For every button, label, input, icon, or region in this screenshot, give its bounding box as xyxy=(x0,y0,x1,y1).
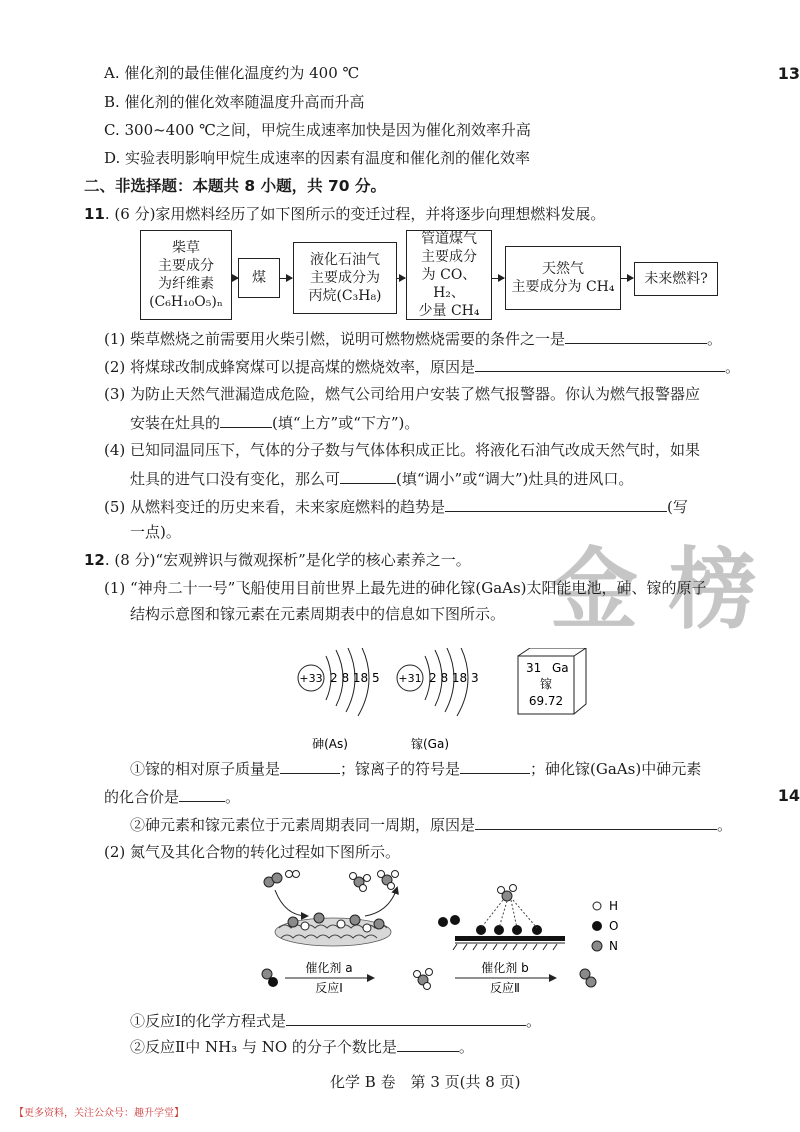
catalyst-a-label: 催化剂 a xyxy=(305,961,353,975)
box4-line: 为 CO、H₂、 xyxy=(421,267,477,301)
flow-arrow xyxy=(397,278,405,279)
box4-line: 管道煤气 xyxy=(421,231,477,247)
q11-p2-text: (2) 将煤球改制成蜂窝煤可以提高煤的燃烧效率，原因是 xyxy=(104,358,476,376)
answer-blank[interactable] xyxy=(286,1010,526,1026)
q11-p3b-pre: 安装在灶具的 xyxy=(130,414,221,432)
nitrogen-conversion-figure xyxy=(255,866,635,1006)
n-legend-swatch xyxy=(592,941,602,951)
q12-s1a-post: ；砷化镓(GaAs)中砷元素 xyxy=(530,760,702,778)
q11-part3b xyxy=(130,412,419,433)
catalyst-b-surface xyxy=(453,885,565,951)
option-c: C. 300~400 ℃之间，甲烷生成速率加快是因为催化剂效率升高 xyxy=(104,121,531,139)
box3-line: 液化石油气 xyxy=(310,252,380,268)
flow-arrow xyxy=(275,890,307,916)
o-legend-swatch xyxy=(592,921,602,931)
cell-name: 镓 xyxy=(539,677,553,691)
q12-r1-pre: ①反应Ⅰ的化学方程式是 xyxy=(130,1012,286,1030)
q11-part5b: 一点)。 xyxy=(130,523,181,541)
q11-p5a-text: (5) 从燃料变迁的历史来看，未来家庭燃料的趋势是 xyxy=(104,498,446,516)
box6-line: 未来燃料? xyxy=(644,271,708,287)
q11-p5a-post: (写 xyxy=(667,498,688,516)
q11-p4b-post: (填“调小”或“调大”)灶具的进风口。 xyxy=(396,470,634,488)
atomic-structure-figure xyxy=(290,648,590,754)
box4-line: 主要成分 xyxy=(421,249,477,265)
flow-box-future xyxy=(634,262,718,296)
ga-nucleus-label: +31 xyxy=(398,672,422,685)
reaction-2-label: 反应Ⅱ xyxy=(490,981,520,995)
section-title: 二、非选择题：本题共 8 小题，共 70 分。 xyxy=(84,177,386,195)
period: 。 xyxy=(225,788,241,806)
as-label: 砷(As) xyxy=(312,737,348,751)
flow-box-natural-gas xyxy=(505,246,621,310)
q12-s1a-mid: ；镓离子的符号是 xyxy=(340,760,461,778)
answer-blank[interactable] xyxy=(340,468,396,484)
q12-s1b-pre: 的化合价是 xyxy=(104,788,180,806)
answer-blank[interactable] xyxy=(445,496,667,512)
arsenic-atom-diagram xyxy=(298,648,380,751)
box1-line: 主要成分 xyxy=(158,258,214,274)
box5-line: 天然气 xyxy=(542,261,584,277)
q12-reaction1 xyxy=(130,1010,541,1031)
period: 。 xyxy=(717,816,733,834)
flow-box-gas xyxy=(406,230,492,320)
bottom-note: 【更多资料，关注公众号：趣升学堂】 xyxy=(14,1108,184,1119)
option-b: B. 催化剂的催化效率随温度升高而升高 xyxy=(104,93,365,111)
q11-p1-text: (1) 柴草燃烧之前需要用火柴引燃，说明可燃物燃烧需要的条件之一是 xyxy=(104,330,566,348)
side-number-13: 13 xyxy=(777,64,800,83)
q12-r2-pre: ②反应Ⅱ中 NH₃ 与 NO 的分子个数比是 xyxy=(130,1038,397,1056)
q12-s1a-pre: ①镓的相对原子质量是 xyxy=(130,760,281,778)
legend-h: H xyxy=(609,899,619,913)
periodic-cell-gallium xyxy=(518,648,586,714)
q11-part3a: (3) 为防止天然气泄漏造成危险，燃气公司给用户安装了燃气报警器。你认为燃气报警器应 xyxy=(104,385,701,403)
q12-stem-text: . (8 分)“宏观辨识与微观探析”是化学的核心素养之一。 xyxy=(104,551,471,569)
flow-box-coal xyxy=(238,258,280,298)
catalyst-b-label: 催化剂 b xyxy=(481,961,529,975)
q11-p4b-pre: 灶具的进气口没有变化，那么可 xyxy=(130,470,341,488)
reaction-1-label: 反应Ⅰ xyxy=(315,981,343,995)
period: 。 xyxy=(725,358,741,376)
box3-line: 主要成分为 xyxy=(310,270,380,286)
answer-blank[interactable] xyxy=(220,412,272,428)
flow-arrow xyxy=(280,278,292,279)
cell-symbol: Ga xyxy=(552,661,569,675)
q11-part2 xyxy=(104,356,740,377)
period: 。 xyxy=(458,1038,474,1056)
q12-part2: (2) 氮气及其化合物的转化过程如下图所示。 xyxy=(104,843,401,861)
catalyst-a-surface xyxy=(275,913,391,946)
answer-blank[interactable] xyxy=(179,786,225,802)
q12-s2-pre: ②砷元素和镓元素位于元素周期表同一周期，原因是 xyxy=(130,816,476,834)
q11-part5a xyxy=(104,496,688,517)
legend-n: N xyxy=(609,939,618,953)
period: 。 xyxy=(707,330,723,348)
as-nucleus-label: +33 xyxy=(299,672,323,685)
period: 。 xyxy=(525,1012,541,1030)
n-atom xyxy=(272,873,282,883)
answer-blank[interactable] xyxy=(460,758,530,774)
q11-stem xyxy=(84,204,605,224)
q12-sub1a xyxy=(130,758,701,779)
h-atom xyxy=(286,871,293,878)
q11-number: 11 xyxy=(84,205,105,223)
q12-sub2 xyxy=(130,814,732,835)
answer-blank[interactable] xyxy=(475,356,725,372)
q12-number: 12 xyxy=(84,551,105,569)
as-shell-electrons: 2 8 18 5 xyxy=(330,671,380,685)
answer-blank[interactable] xyxy=(475,814,717,830)
q11-p3b-post: (填“上方”或“下方”)。 xyxy=(272,414,420,432)
box3-line: 丙烷(C₃H₈) xyxy=(308,288,382,304)
box1-line: (C₆H₁₀O₅)ₙ xyxy=(149,294,223,310)
answer-blank[interactable] xyxy=(280,758,340,774)
q11-part4b xyxy=(130,468,633,489)
legend-o: O xyxy=(609,919,619,933)
box2-line: 煤 xyxy=(252,270,266,286)
q12-reaction2 xyxy=(130,1036,474,1057)
ga-shell-electrons: 2 8 18 3 xyxy=(429,671,479,685)
q11-stem-text: . (6 分)家用燃料经历了如下图所示的变迁过程，并将逐步向理想燃料发展。 xyxy=(104,205,606,223)
h-atom xyxy=(293,871,300,878)
cell-number: 31 xyxy=(526,661,542,675)
flow-arrow xyxy=(621,278,633,279)
box4-line: 少量 CH₄ xyxy=(418,303,480,319)
box5-line: 主要成分为 CH₄ xyxy=(511,279,615,295)
option-d: D. 实验表明影响甲烷生成速率的因素有温度和催化剂的催化效率 xyxy=(104,149,531,167)
cell-mass: 69.72 xyxy=(528,694,564,708)
gallium-atom-diagram xyxy=(397,648,479,751)
answer-blank[interactable] xyxy=(397,1036,459,1052)
box1-line: 柴草 xyxy=(172,240,200,256)
box1-line: 为纤维素 xyxy=(158,276,214,292)
q12-sub1b xyxy=(104,786,240,807)
flow-arrow xyxy=(365,888,397,916)
q11-part1 xyxy=(104,328,722,349)
flow-box-firewood xyxy=(140,230,232,320)
ga-label: 镓(Ga) xyxy=(410,737,450,751)
option-a: A. 催化剂的最佳催化温度约为 400 ℃ xyxy=(104,64,360,82)
side-number-14: 14 xyxy=(777,786,800,805)
q12-part1b: 结构示意图和镓元素在元素周期表中的信息如下图所示。 xyxy=(130,605,506,623)
flow-box-lpg xyxy=(293,242,397,314)
flow-arrow xyxy=(492,278,504,279)
answer-blank[interactable] xyxy=(565,328,707,344)
q11-part4a: (4) 已知同温同压下，气体的分子数与气体体积成正比。将液化石油气改成天然气时，如果 xyxy=(104,441,701,459)
atom-legend xyxy=(592,899,618,953)
q12-part1a: (1) “神舟二十一号”飞船使用目前世界上最先进的砷化镓(GaAs)太阳能电池，砷、镓的原子 xyxy=(104,579,707,597)
h-legend-swatch xyxy=(593,902,601,910)
q12-stem xyxy=(84,550,471,570)
watermark: 金 榜 xyxy=(550,538,757,641)
page-footer: 化学 B 卷 第 3 页(共 8 页) xyxy=(330,1073,521,1091)
